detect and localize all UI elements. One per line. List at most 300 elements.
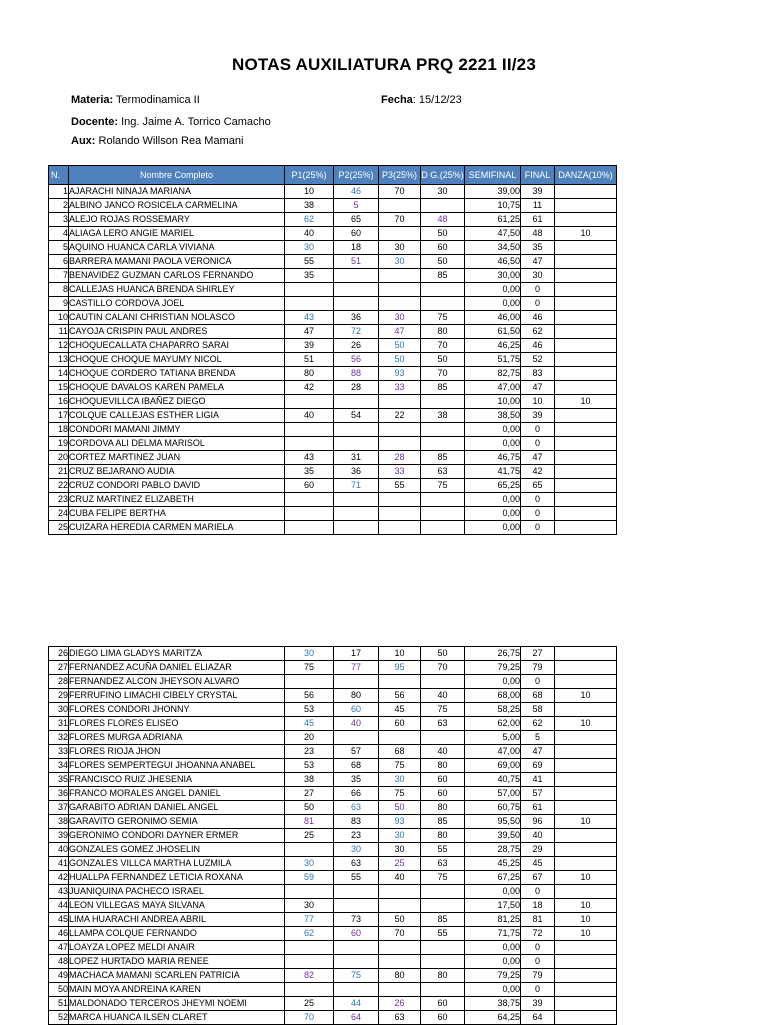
grade-p2: 83 <box>334 815 379 829</box>
grade-danza <box>555 409 617 423</box>
grade-dg: 75 <box>421 479 465 493</box>
grade-semifinal: 47,00 <box>465 745 521 759</box>
student-name: BENAVIDEZ GUZMAN CARLOS FERNANDO <box>69 269 285 283</box>
grade-final: 5 <box>521 731 555 745</box>
grade-p3 <box>379 493 421 507</box>
grade-danza <box>555 829 617 843</box>
grade-p3: 93 <box>379 367 421 381</box>
student-name: FLORES CONDORI JHONNY <box>69 703 285 717</box>
grade-p1: 60 <box>285 479 334 493</box>
grade-p3: 56 <box>379 689 421 703</box>
grade-semifinal: 46,75 <box>465 451 521 465</box>
grade-final: 67 <box>521 871 555 885</box>
grade-p2 <box>334 283 379 297</box>
grade-p1: 40 <box>285 409 334 423</box>
row-number: 50 <box>49 983 69 997</box>
grade-p2: 64 <box>334 1011 379 1025</box>
grade-danza <box>555 787 617 801</box>
fecha-value: : 15/12/23 <box>412 94 462 106</box>
table-row <box>49 731 617 745</box>
docente-line <box>71 116 271 128</box>
table-row <box>49 493 617 507</box>
materia-value: Termodinamica II <box>113 94 200 106</box>
grade-dg: 38 <box>421 409 465 423</box>
grade-semifinal: 51,75 <box>465 353 521 367</box>
table-row <box>49 955 617 969</box>
grade-semifinal: 67,25 <box>465 871 521 885</box>
grade-danza <box>555 857 617 871</box>
student-name: LOAYZA LOPEZ MELDI ANAIR <box>69 941 285 955</box>
grade-p1 <box>285 395 334 409</box>
grade-dg <box>421 297 465 311</box>
row-number: 25 <box>49 521 69 535</box>
grade-p1 <box>285 423 334 437</box>
row-number: 46 <box>49 927 69 941</box>
student-name: FRANCISCO RUIZ JHESENIA <box>69 773 285 787</box>
grade-p1: 45 <box>285 717 334 731</box>
grade-semifinal: 39,50 <box>465 829 521 843</box>
table-row <box>49 437 617 451</box>
grade-semifinal: 0,00 <box>465 955 521 969</box>
row-number: 23 <box>49 493 69 507</box>
grade-dg: 75 <box>421 703 465 717</box>
grade-p2: 28 <box>334 381 379 395</box>
grade-final: 0 <box>521 983 555 997</box>
grade-final: 58 <box>521 703 555 717</box>
grade-p3 <box>379 955 421 969</box>
row-number: 5 <box>49 241 69 255</box>
table-row <box>49 647 617 661</box>
table-row <box>49 801 617 815</box>
grade-danza <box>555 465 617 479</box>
grade-dg: 80 <box>421 759 465 773</box>
grades-table-1 <box>48 165 617 535</box>
grade-danza <box>555 269 617 283</box>
docente-label: Docente: <box>71 116 119 128</box>
table-row <box>49 381 617 395</box>
row-number: 7 <box>49 269 69 283</box>
grade-p2 <box>334 941 379 955</box>
grade-semifinal: 57,00 <box>465 787 521 801</box>
grade-p2: 54 <box>334 409 379 423</box>
grade-semifinal: 0,00 <box>465 423 521 437</box>
grade-p2: 77 <box>334 661 379 675</box>
row-number: 44 <box>49 899 69 913</box>
grade-final: 27 <box>521 647 555 661</box>
grade-p2: 57 <box>334 745 379 759</box>
grade-final: 0 <box>521 885 555 899</box>
grade-semifinal: 0,00 <box>465 283 521 297</box>
grade-danza <box>555 353 617 367</box>
student-name: CORTEZ MARTINEZ JUAN <box>69 451 285 465</box>
grade-p1: 39 <box>285 339 334 353</box>
student-name: FLORES FLORES ELISEO <box>69 717 285 731</box>
grade-final: 47 <box>521 381 555 395</box>
grade-p3: 33 <box>379 465 421 479</box>
grade-dg <box>421 437 465 451</box>
grade-semifinal: 0,00 <box>465 437 521 451</box>
grade-semifinal: 47,00 <box>465 381 521 395</box>
table-row <box>49 269 617 283</box>
grade-dg: 80 <box>421 801 465 815</box>
grade-semifinal: 82,75 <box>465 367 521 381</box>
row-number: 15 <box>49 381 69 395</box>
grade-semifinal: 0,00 <box>465 493 521 507</box>
grade-final: 45 <box>521 857 555 871</box>
grade-semifinal: 95,50 <box>465 815 521 829</box>
grade-final: 42 <box>521 465 555 479</box>
grade-semifinal: 58,25 <box>465 703 521 717</box>
grade-p1: 35 <box>285 465 334 479</box>
table-row <box>49 451 617 465</box>
grade-p1: 70 <box>285 1011 334 1025</box>
table-row <box>49 199 617 213</box>
grade-dg: 40 <box>421 689 465 703</box>
grade-p3: 75 <box>379 759 421 773</box>
grade-dg <box>421 199 465 213</box>
row-number: 17 <box>49 409 69 423</box>
grade-dg <box>421 507 465 521</box>
student-name: CALLEJAS HUANCA BRENDA SHIRLEY <box>69 283 285 297</box>
row-number: 12 <box>49 339 69 353</box>
grade-p3: 75 <box>379 787 421 801</box>
table-row <box>49 871 617 885</box>
grade-p3 <box>379 899 421 913</box>
grade-danza <box>555 941 617 955</box>
aux-line <box>71 135 243 147</box>
grade-dg: 85 <box>421 269 465 283</box>
grade-p1: 30 <box>285 899 334 913</box>
grade-p2: 55 <box>334 871 379 885</box>
grade-p2 <box>334 423 379 437</box>
table-row <box>49 787 617 801</box>
grade-final: 96 <box>521 815 555 829</box>
grade-p3: 70 <box>379 213 421 227</box>
grade-p3 <box>379 675 421 689</box>
row-number: 51 <box>49 997 69 1011</box>
table-row <box>49 521 617 535</box>
grade-p3 <box>379 283 421 297</box>
student-name: CHOQUEVILLCA IBAÑEZ DIEGO <box>69 395 285 409</box>
grade-final: 0 <box>521 955 555 969</box>
grade-p3: 22 <box>379 409 421 423</box>
row-number: 2 <box>49 199 69 213</box>
grade-p3: 30 <box>379 241 421 255</box>
grade-dg: 70 <box>421 339 465 353</box>
table-row <box>49 409 617 423</box>
grade-p3: 50 <box>379 339 421 353</box>
grade-p2 <box>334 955 379 969</box>
table-row <box>49 927 617 941</box>
table-row <box>49 717 617 731</box>
grade-p3: 60 <box>379 717 421 731</box>
row-number: 37 <box>49 801 69 815</box>
grade-semifinal: 79,25 <box>465 661 521 675</box>
row-number: 13 <box>49 353 69 367</box>
grade-dg: 60 <box>421 997 465 1011</box>
grade-p2: 30 <box>334 843 379 857</box>
grade-danza: 10 <box>555 717 617 731</box>
student-name: ALEJO ROJAS ROSSEMARY <box>69 213 285 227</box>
grade-final: 41 <box>521 773 555 787</box>
student-name: GONZALES VILLCA MARTHA LUZMILA <box>69 857 285 871</box>
student-name: ALIAGA LERO ANGIE MARIEL <box>69 227 285 241</box>
grade-p2: 40 <box>334 717 379 731</box>
grade-final: 83 <box>521 367 555 381</box>
grade-semifinal: 61,50 <box>465 325 521 339</box>
grade-p2 <box>334 493 379 507</box>
grade-p1: 81 <box>285 815 334 829</box>
grade-semifinal: 0,00 <box>465 941 521 955</box>
grade-semifinal: 69,00 <box>465 759 521 773</box>
document-title: NOTAS AUXILIATURA PRQ 2221 II/23 <box>232 55 536 74</box>
student-name: GARABITO ADRIAN DANIEL ANGEL <box>69 801 285 815</box>
grade-final: 30 <box>521 269 555 283</box>
grade-p1 <box>285 521 334 535</box>
grade-final: 0 <box>521 423 555 437</box>
grade-dg: 70 <box>421 661 465 675</box>
grade-semifinal: 40,75 <box>465 773 521 787</box>
grade-danza <box>555 199 617 213</box>
grade-dg <box>421 521 465 535</box>
student-name: FLORES SEMPERTEGUI JHOANNA ANABEL <box>69 759 285 773</box>
grade-dg <box>421 885 465 899</box>
grade-p2 <box>334 899 379 913</box>
table-row <box>49 941 617 955</box>
grade-p1: 53 <box>285 759 334 773</box>
grade-dg <box>421 423 465 437</box>
header-danza: DANZA(10%) <box>555 166 617 185</box>
row-number: 39 <box>49 829 69 843</box>
grade-semifinal: 62,00 <box>465 717 521 731</box>
row-number: 35 <box>49 773 69 787</box>
fecha-label: Fecha <box>381 94 413 106</box>
grade-p2: 17 <box>334 647 379 661</box>
table-row <box>49 689 617 703</box>
row-number: 16 <box>49 395 69 409</box>
grade-final: 0 <box>521 437 555 451</box>
grade-semifinal: 38,50 <box>465 409 521 423</box>
grade-semifinal: 30,00 <box>465 269 521 283</box>
grade-dg: 30 <box>421 185 465 199</box>
grade-dg: 60 <box>421 241 465 255</box>
grade-p3: 50 <box>379 913 421 927</box>
grade-p1: 53 <box>285 703 334 717</box>
table-row <box>49 815 617 829</box>
row-number: 18 <box>49 423 69 437</box>
grade-p2: 31 <box>334 451 379 465</box>
grade-final: 47 <box>521 255 555 269</box>
grade-final: 18 <box>521 899 555 913</box>
grade-final: 0 <box>521 941 555 955</box>
grade-p1: 30 <box>285 647 334 661</box>
row-number: 20 <box>49 451 69 465</box>
table-row <box>49 745 617 759</box>
table-row <box>49 213 617 227</box>
grade-p2: 23 <box>334 829 379 843</box>
grade-danza <box>555 1011 617 1025</box>
student-name: DIEGO LIMA GLADYS MARITZA <box>69 647 285 661</box>
grade-dg: 63 <box>421 857 465 871</box>
table-row <box>49 857 617 871</box>
grade-final: 0 <box>521 283 555 297</box>
student-name: MALDONADO TERCEROS JHEYMI NOEMI <box>69 997 285 1011</box>
table-row <box>49 913 617 927</box>
student-name: FERRUFINO LIMACHI CIBELY CRYSTAL <box>69 689 285 703</box>
student-name: GERONIMO CONDORI DAYNER ERMER <box>69 829 285 843</box>
grade-danza <box>555 731 617 745</box>
grade-p2: 88 <box>334 367 379 381</box>
row-number: 19 <box>49 437 69 451</box>
row-number: 32 <box>49 731 69 745</box>
grade-p2: 51 <box>334 255 379 269</box>
grade-danza <box>555 507 617 521</box>
student-name: CUBA FELIPE BERTHA <box>69 507 285 521</box>
student-name: FERNANDEZ ALCON JHEYSON ALVARO <box>69 675 285 689</box>
table-row <box>49 227 617 241</box>
grade-dg: 80 <box>421 325 465 339</box>
header-n: N. <box>49 166 69 185</box>
grade-dg: 70 <box>421 367 465 381</box>
header-p1: P1(25%) <box>285 166 334 185</box>
grade-danza: 10 <box>555 227 617 241</box>
grade-danza <box>555 479 617 493</box>
grade-p2: 80 <box>334 689 379 703</box>
row-number: 30 <box>49 703 69 717</box>
grade-p1: 62 <box>285 927 334 941</box>
grade-semifinal: 0,00 <box>465 885 521 899</box>
grade-dg: 60 <box>421 787 465 801</box>
grade-dg: 50 <box>421 227 465 241</box>
grade-p3: 30 <box>379 311 421 325</box>
grade-danza <box>555 801 617 815</box>
grade-semifinal: 46,00 <box>465 311 521 325</box>
grade-p2: 60 <box>334 927 379 941</box>
grade-danza <box>555 437 617 451</box>
student-name: CRUZ MARTINEZ ELIZABETH <box>69 493 285 507</box>
grade-p1: 75 <box>285 661 334 675</box>
grade-dg: 63 <box>421 717 465 731</box>
grade-p3: 33 <box>379 381 421 395</box>
grade-p1: 47 <box>285 325 334 339</box>
table-row <box>49 1011 617 1025</box>
grade-final: 0 <box>521 297 555 311</box>
grade-danza <box>555 661 617 675</box>
grade-p1: 50 <box>285 801 334 815</box>
row-number: 22 <box>49 479 69 493</box>
grade-final: 40 <box>521 829 555 843</box>
student-name: CHOQUE DAVALOS KAREN PAMELA <box>69 381 285 395</box>
grade-danza <box>555 325 617 339</box>
grade-final: 48 <box>521 227 555 241</box>
grade-final: 39 <box>521 185 555 199</box>
table-row <box>49 395 617 409</box>
grade-semifinal: 10,00 <box>465 395 521 409</box>
grade-danza <box>555 339 617 353</box>
grade-semifinal: 0,00 <box>465 521 521 535</box>
student-name: BARRERA MAMANI PAOLA VERONICA <box>69 255 285 269</box>
grade-final: 47 <box>521 451 555 465</box>
row-number: 6 <box>49 255 69 269</box>
grade-p2: 36 <box>334 311 379 325</box>
row-number: 3 <box>49 213 69 227</box>
grade-p3: 80 <box>379 969 421 983</box>
row-number: 27 <box>49 661 69 675</box>
grade-p2 <box>334 297 379 311</box>
grade-p1: 35 <box>285 269 334 283</box>
table-row <box>49 325 617 339</box>
grade-dg: 63 <box>421 465 465 479</box>
grade-p3 <box>379 507 421 521</box>
grade-final: 29 <box>521 843 555 857</box>
grade-p1: 30 <box>285 241 334 255</box>
grade-final: 0 <box>521 507 555 521</box>
grade-dg: 48 <box>421 213 465 227</box>
grade-p2: 72 <box>334 325 379 339</box>
grade-p3 <box>379 269 421 283</box>
student-name: MAIN MOYA ANDREINA KAREN <box>69 983 285 997</box>
row-number: 45 <box>49 913 69 927</box>
row-number: 40 <box>49 843 69 857</box>
student-name: LOPEZ HURTADO MARIA RENEE <box>69 955 285 969</box>
row-number: 29 <box>49 689 69 703</box>
grade-p1: 62 <box>285 213 334 227</box>
grade-p2 <box>334 983 379 997</box>
grade-danza <box>555 213 617 227</box>
grade-p1: 30 <box>285 857 334 871</box>
student-name: LLAMPA COLQUE FERNANDO <box>69 927 285 941</box>
row-number: 49 <box>49 969 69 983</box>
grade-final: 79 <box>521 969 555 983</box>
table-row <box>49 367 617 381</box>
grade-semifinal: 61,25 <box>465 213 521 227</box>
table-header-row <box>49 166 617 185</box>
grade-p2 <box>334 521 379 535</box>
grade-danza <box>555 759 617 773</box>
grade-final: 61 <box>521 213 555 227</box>
table-row <box>49 759 617 773</box>
grade-dg: 75 <box>421 311 465 325</box>
grade-p3: 30 <box>379 255 421 269</box>
grade-p3: 30 <box>379 829 421 843</box>
grade-semifinal: 5,00 <box>465 731 521 745</box>
grade-p2 <box>334 437 379 451</box>
student-name: CONDORI MAMANI JIMMY <box>69 423 285 437</box>
grade-p3: 68 <box>379 745 421 759</box>
row-number: 43 <box>49 885 69 899</box>
grade-dg <box>421 283 465 297</box>
grade-danza <box>555 241 617 255</box>
student-name: CAUTIN CALANI CHRISTIAN NOLASCO <box>69 311 285 325</box>
grade-danza: 10 <box>555 927 617 941</box>
student-name: CORDOVA ALI DELMA MARISOL <box>69 437 285 451</box>
grade-final: 11 <box>521 199 555 213</box>
grade-danza <box>555 885 617 899</box>
grade-p1: 27 <box>285 787 334 801</box>
grade-final: 10 <box>521 395 555 409</box>
grade-p2: 26 <box>334 339 379 353</box>
grade-p3 <box>379 437 421 451</box>
grade-final: 46 <box>521 339 555 353</box>
grade-danza: 10 <box>555 815 617 829</box>
grade-dg: 85 <box>421 451 465 465</box>
grade-danza <box>555 311 617 325</box>
grade-danza <box>555 843 617 857</box>
table-body-2 <box>49 647 617 1025</box>
grade-p2: 68 <box>334 759 379 773</box>
grade-danza <box>555 773 617 787</box>
grade-p3: 93 <box>379 815 421 829</box>
